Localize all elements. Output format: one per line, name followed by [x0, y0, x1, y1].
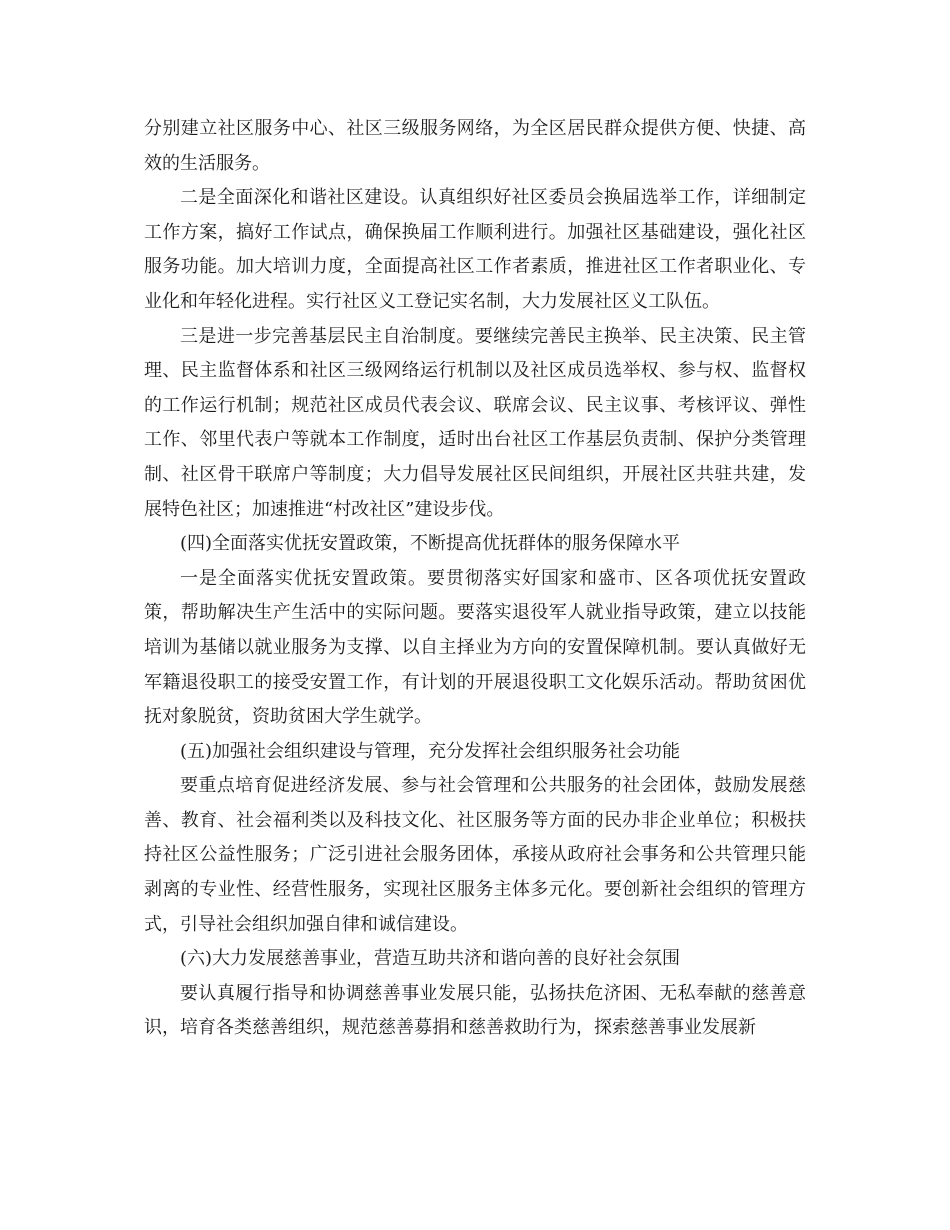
- paragraph-grassroots-democracy: 三是进一步完善基层民主自治制度。要继续完善民主换举、民主决策、民主管理、民主监督体系和社区三级网络运行机制以及社区成员选举权、参与权、监督权的工作运行机制；规范社区成员代表会议、联席会议、民主议事、考核评议、弹性工作、邻里代表户等就本工作制度，适时出台社区工作基层负责制、保护分类管理制、社区骨干联席户等制度；大力倡导发展社区民间组织，开展社区共驻共建，发展特色社区；加速推进“村改社区”建设步伐。: [144, 325, 806, 520]
- paragraph-social-organizations: 要重点培育促进经济发展、参与社会管理和公共服务的社会团体，鼓励发展慈善、教育、社会福利类以及科技文化、社区服务等方面的民办非企业单位；积极扶持社区公益性服务；广泛引进社会服务团体，承接从政府社会事务和公共管理只能剥离的专业性、经营性服务，实现社区服务主体多元化。要创新社会组织的管理方式，引导社会组织加强自律和诚信建设。: [144, 775, 806, 935]
- paragraph-resettlement-policy: 一是全面落实优抚安置政策。要贯彻落实好国家和盛市、区各项优抚安置政策，帮助解决生产生活中的实际问题。要落实退役军人就业指导政策，建立以技能培训为基储以就业服务为支撑、以自主择业为方向的安置保障机制。要认真做好无军籍退役职工的接受安置工作，有计划的开展退役职工文化娱乐活动。帮助贫困优抚对象脱贫，资助贫困大学生就学。: [144, 567, 806, 728]
- section-heading-6: (六)大力发展慈善事业，营造互助共济和谐向善的良好社会氛围: [180, 948, 681, 970]
- paragraph-community-building: 二是全面深化和谐社区建设。认真组织好社区委员会换届选举工作，详细制定工作方案，搞好工作试点，确保换届工作顺利进行。加强社区基础建设，强化社区服务功能。加大培训力度，全面提高社区工作者素质，推进社区工作者职业化、专业化和年轻化进程。实行社区义工登记实名制，大力发展社区义工队伍。: [144, 187, 806, 312]
- section-heading-4: (四)全面落实优抚安置政策，不断提高优抚群体的服务保障水平: [180, 533, 681, 555]
- section-heading-5: (五)加强社会组织建设与管理，充分发挥社会组织服务社会功能: [180, 740, 681, 762]
- paragraph-continuation: 分别建立社区服务中心、社区三级服务网络，为全区居民群众提供方便、快捷、高效的生活服务。: [144, 118, 806, 174]
- paragraph-charity: 要认真履行指导和协调慈善事业发展只能，弘扬扶危济困、无私奉献的慈善意识，培育各类慈善组织，规范慈善募捐和慈善救助行为，探索慈善事业发展新: [144, 982, 806, 1039]
- document-body: [144, 112, 806, 1046]
